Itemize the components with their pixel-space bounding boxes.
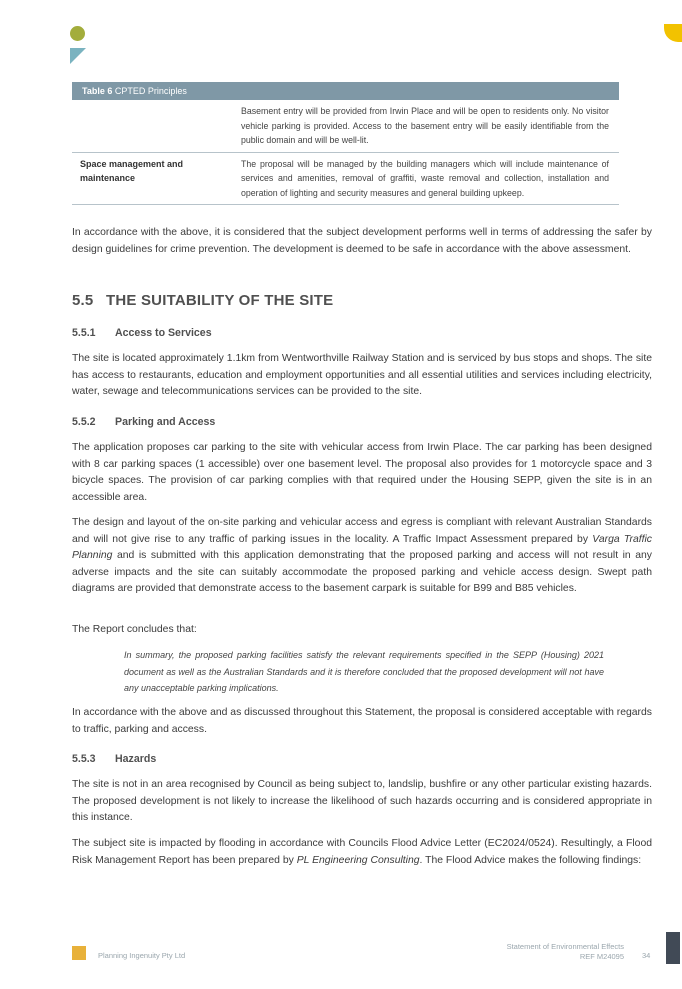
- intro-paragraph: In accordance with the above, it is considered that the subject development performs well in terms of addressing the safer by design guidelines for crime prevention. The development is deemed to be safe in accordance with the above assessment.: [72, 227, 652, 255]
- table-caption: Table 6 CPTED Principles: [72, 82, 619, 100]
- logo-triangle-icon: [70, 48, 86, 64]
- table-row-text: Basement entry will be provided from Irwin Place and will be open to residents only. No visitor vehicle parking is provided. Access to the basement entry will be easily identifiable from the public domain and will be well-lit.: [232, 100, 619, 152]
- table-row-label: [72, 100, 232, 152]
- access-paragraph: The site is located approximately 1.1km from Wentworthville Railway Station and is serviced by bus stops and shops. The site has access to restaurants, education and employment opportunities and all essential utilities and services including electricity, water, sewage and telecommunications services can be provided to the site.: [72, 353, 652, 397]
- page-number: 34: [642, 951, 651, 960]
- logo-circle-icon: [70, 26, 85, 41]
- subsection-heading-hazards: 5.5.3 Hazards: [72, 753, 157, 765]
- footer-bar-icon: [666, 932, 680, 964]
- footer-ref: REF M24095: [579, 952, 624, 961]
- table-row: [72, 153, 619, 206]
- hazards-paragraph-1: The site is not in an area recognised by Council as being subject to, landslip, bushfire or any other particular existing hazards. The proposed development is not likely to increase the likelihood of such hazards occurring and is considered appropriate in this instance.: [72, 779, 652, 823]
- parking-paragraph-3: The Report concludes that:: [72, 624, 197, 635]
- parking-paragraph-4: In accordance with the above and as discussed throughout this Statement, the proposal is considered acceptable with regards to traffic, parking and access.: [72, 707, 652, 735]
- report-quote: In summary, the proposed parking facilities satisfy the relevant requirements specified in the SEPP (Housing) 2021 document as well as the Australian Standards and it is therefore concluded that the proposed development will not have any unacceptable parking implications.: [124, 650, 604, 693]
- table-row-text: The proposal will be managed by the building managers which will include maintenance of services and amenities, removal of graffiti, waste removal and collection, installation and operation of lighting and security measures and general building upkeep.: [232, 153, 619, 205]
- hazards-paragraph-2: The subject site is impacted by flooding in accordance with Councils Flood Advice Letter (EC2024/0524). Resultingly, a Flood Risk Management Report has been prepared by PL Engineering Consulting. The Flood Advice makes the following findings:: [72, 838, 652, 866]
- footer-doc-info: [507, 942, 624, 962]
- corner-accent-icon: [664, 24, 682, 42]
- section-heading: 5.5 THE SUITABILITY OF THE SITE: [72, 292, 334, 309]
- table-row-label: Space management and maintenance: [80, 158, 184, 183]
- parking-paragraph-1: The application proposes car parking to the site with vehicular access from Irwin Place. The car parking has been designed with 8 car parking spaces (1 accessible) over one basement level. The proposal also provides for 1 motorcycle space and 3 bicycle spaces. The provision of car parking complies with that required under the Housing SEPP, given the site is in an accessible area.: [72, 442, 652, 503]
- subsection-heading-parking: 5.5.2 Parking and Access: [72, 416, 216, 428]
- subsection-heading-access: 5.5.1 Access to Services: [72, 327, 212, 339]
- cpted-table: [72, 82, 619, 205]
- footer-doc-title: Statement of Environmental Effects: [506, 942, 624, 951]
- table-row: [72, 100, 619, 153]
- footer-company: Planning Ingenuity Pty Ltd: [98, 951, 186, 960]
- footer-logo-icon: [72, 946, 86, 960]
- parking-paragraph-2: The design and layout of the on-site parking and vehicular access and egress is compliant with relevant Australian Standards and will not give rise to any traffic of parking issues in the locality. A Traffic Impact Assessment prepared by Varga Traffic Planning and is submitted with this application demonstrating that the proposed parking and access will not result in any adverse impacts and the site can suitably accommodate the proposed parking and vehicle access design. Swept path diagrams are provided that demonstrate access to the basement carpark is suitable for B99 and B85 vehicles.: [72, 517, 652, 594]
